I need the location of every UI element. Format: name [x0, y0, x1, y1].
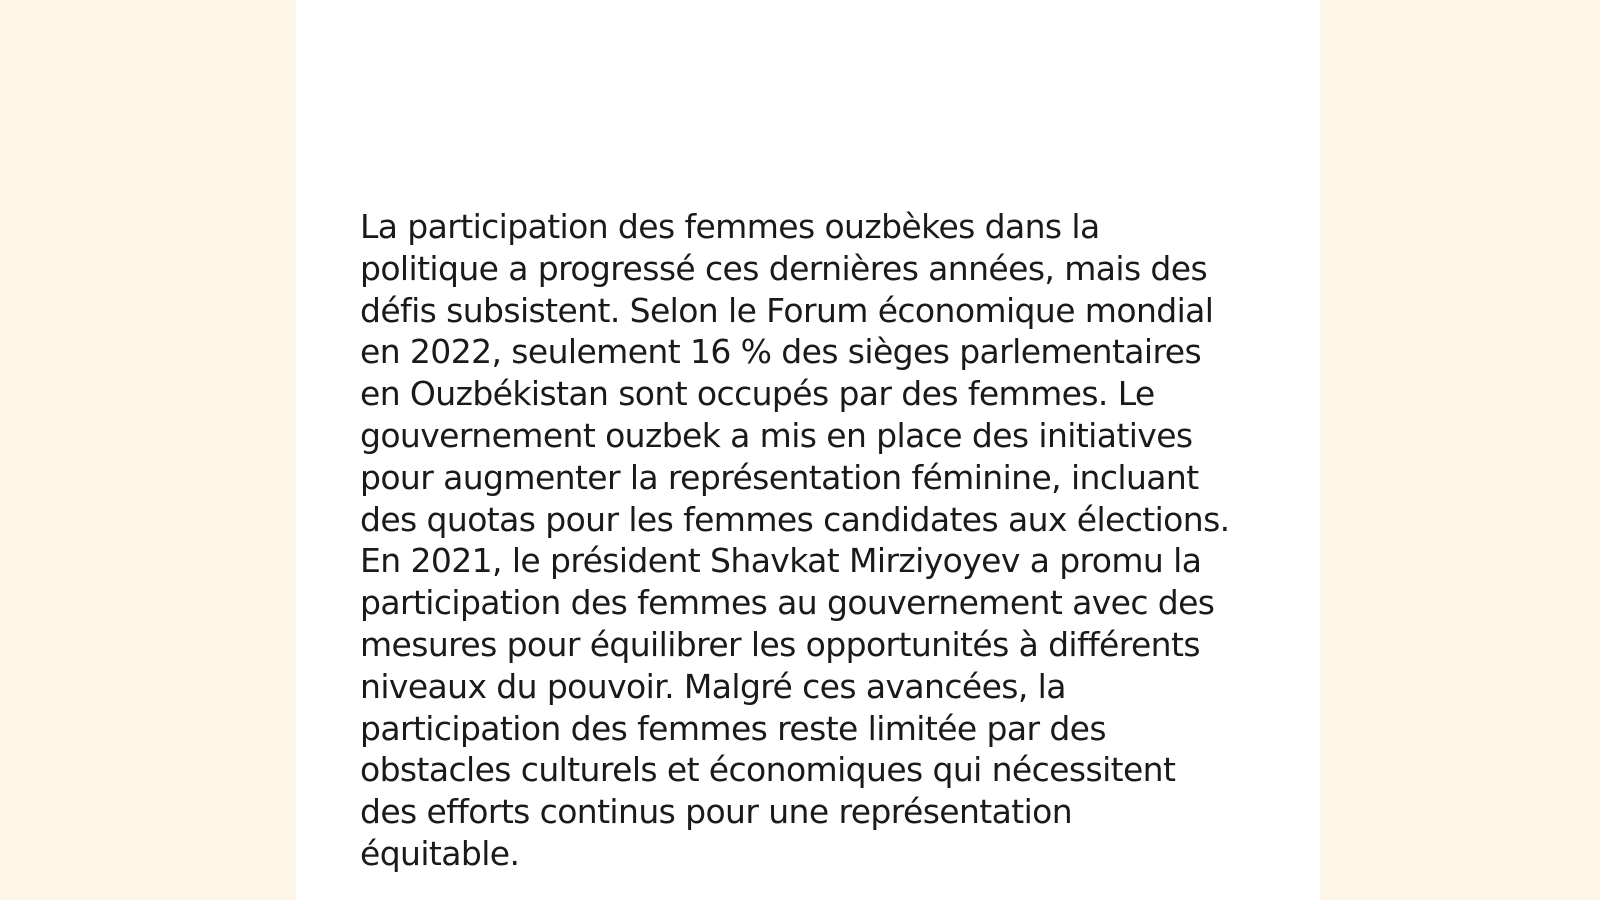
body-paragraph	[360, 206, 1260, 875]
paragraph-line: La participation des femmes ouzbèkes dans la	[360, 207, 1100, 246]
paragraph-line: participation des femmes reste limitée par des	[360, 708, 1106, 748]
paragraph-line: politique a progressé ces dernières années, mais des	[360, 248, 1208, 288]
paragraph-line: des efforts continus pour une représentation	[360, 792, 1073, 832]
paragraph-line: des quotas pour les femmes candidates aux élections.	[360, 499, 1230, 539]
paragraph-line: équitable.	[360, 833, 520, 873]
paragraph-line: niveaux du pouvoir. Malgré ces avancées, la	[360, 666, 1066, 706]
paragraph-line: mesures pour équilibrer les opportunités à différents	[360, 624, 1200, 664]
paragraph-line: gouvernement ouzbek a mis en place des initiatives	[360, 415, 1193, 455]
paragraph-line: en 2022, seulement 16 % des sièges parlementaires	[360, 332, 1202, 372]
paragraph-line: pour augmenter la représentation féminine, incluant	[360, 457, 1199, 497]
paragraph-line: participation des femmes au gouvernement avec des	[360, 583, 1215, 623]
paragraph-line: défis subsistent. Selon le Forum économique mondial	[360, 290, 1214, 330]
paragraph-line: obstacles culturels et économiques qui nécessitent	[360, 750, 1176, 790]
paragraph-line: en Ouzbékistan sont occupés par des femmes. Le	[360, 374, 1155, 414]
paragraph-line: En 2021, le président Shavkat Mirziyoyev a promu la	[360, 541, 1202, 581]
document-page	[296, 0, 1320, 900]
